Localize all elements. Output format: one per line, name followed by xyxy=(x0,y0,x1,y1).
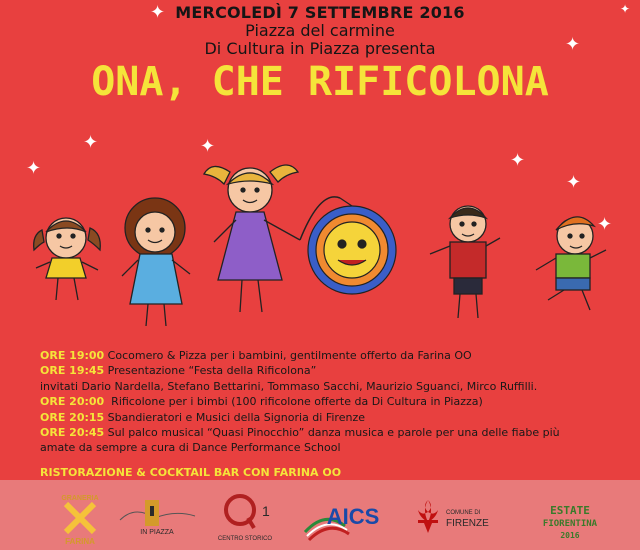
schedule-row-continuation xyxy=(40,379,620,394)
schedule-description: invitati Dario Nardella, Stefano Bettarini, Tommaso Sacchi, Maurizio Sguanci, Mirco Ruffilli. xyxy=(40,379,538,393)
dicultura-logo xyxy=(115,480,200,550)
q1-caption: CENTRO STORICO xyxy=(217,536,273,542)
child-figure xyxy=(34,218,101,300)
lantern-illustration xyxy=(308,198,396,294)
star-icon: ✦ xyxy=(200,136,216,157)
schedule-row-continuation xyxy=(40,440,620,455)
dicultura-logo-icon xyxy=(115,480,200,550)
q1-centro-storico-logo xyxy=(210,480,280,550)
star-icon: ✦ xyxy=(510,150,526,171)
schedule-description: Sbandieratori e Musici della Signoria di Firenze xyxy=(104,410,365,424)
schedule-time: ORE 20:00 xyxy=(40,395,105,409)
event-place: Piazza del carmine xyxy=(245,21,395,40)
star-icon: ✦ xyxy=(566,172,582,193)
schedule-row xyxy=(40,394,620,409)
farina-top-text: GRANERIA xyxy=(61,495,99,502)
schedule-description: Presentazione “Festa della Rificolona” xyxy=(104,364,317,378)
estate-line-1: ESTATE xyxy=(550,504,590,517)
star-icon: ✦ xyxy=(26,158,42,179)
star-icon: ✦ xyxy=(597,214,613,235)
schedule-row xyxy=(40,363,620,378)
child-figure xyxy=(430,206,500,318)
aics-logo xyxy=(295,480,385,550)
schedule-row xyxy=(40,410,620,425)
star-icon: ✦ xyxy=(150,2,166,23)
star-icon: ✦ xyxy=(83,132,99,153)
schedule-description: Sul palco musical “Quasi Pinocchio” danza musica e parole per una delle fiabe più xyxy=(104,426,560,440)
q1-mark: 1 xyxy=(262,503,270,519)
schedule-time: ORE 19:00 xyxy=(40,349,105,362)
children-illustration xyxy=(0,150,640,340)
event-date: MERCOLEDÌ 7 SETTEMBRE 2016 xyxy=(175,3,465,22)
schedule-time: ORE 19:45 xyxy=(40,364,105,378)
star-icon: ✦ xyxy=(565,34,581,55)
event-title: ONA, CHE RIFICOLONA xyxy=(91,59,549,105)
schedule-time: ORE 20:15 xyxy=(40,410,105,424)
child-figure xyxy=(536,217,606,310)
estate-fiorentina-logo-icon xyxy=(530,480,610,550)
schedule-row xyxy=(40,348,620,363)
sponsor-logos-band xyxy=(0,480,640,550)
estate-line-2: FIORENTINA xyxy=(542,519,598,529)
schedule-description: Rificolone per i bimbi (100 rificolone offerte da Di Cultura in Piazza) xyxy=(104,395,483,409)
estate-line-3: 2016 xyxy=(560,531,580,540)
comune-firenze-logo xyxy=(410,480,510,550)
child-figure xyxy=(122,198,190,326)
estate-fiorentina-logo xyxy=(530,480,610,550)
event-schedule xyxy=(40,348,620,480)
farina-logo xyxy=(50,480,110,550)
comune-bottom-text: FIRENZE xyxy=(446,518,489,529)
fleur-de-lis-icon xyxy=(410,480,510,550)
piazza-text: IN PIAZZA xyxy=(140,529,174,536)
food-and-bar-line: RISTORAZIONE & COCKTAIL BAR CON FARINA OO xyxy=(40,465,342,479)
farina-logo-icon xyxy=(50,480,110,550)
farina-bottom-text: FARINA xyxy=(65,537,95,546)
schedule-description: amate da sempre a cura di Dance Performance School xyxy=(40,441,341,455)
organizer-line: Di Cultura in Piazza presenta xyxy=(204,39,436,58)
schedule-time: ORE 20:45 xyxy=(40,426,105,440)
star-icon: ✦ xyxy=(620,2,631,16)
schedule-row xyxy=(40,425,620,440)
aics-text: AICS xyxy=(326,504,380,529)
q1-logo-icon xyxy=(210,480,280,550)
schedule-description: Cocomero & Pizza per i bambini, gentilmente offerto da Farina OO xyxy=(104,349,472,362)
comune-top-text: COMUNE DI xyxy=(446,510,481,516)
aics-logo-icon xyxy=(295,480,385,550)
